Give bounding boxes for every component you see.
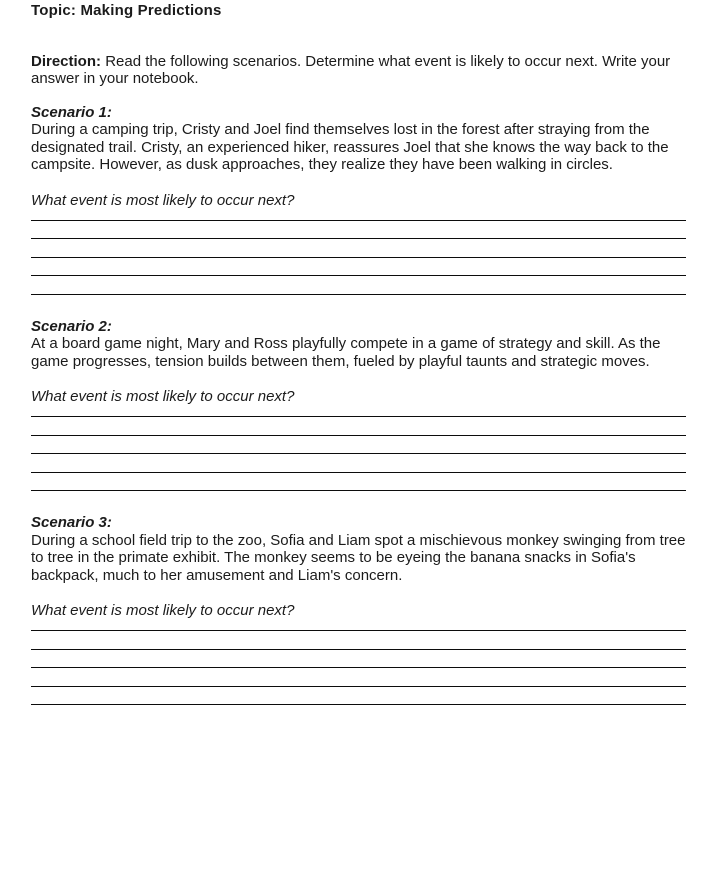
answer-line [31,258,686,277]
scenario-3-label: Scenario 3: [31,514,112,531]
answer-line [31,417,686,436]
page-title: Topic: Making Predictions [31,2,222,19]
answer-line [31,221,686,240]
answer-line [31,436,686,455]
scenario-2-label: Scenario 2: [31,317,112,335]
scenario-1 [31,104,686,295]
direction-paragraph [31,53,686,88]
scenario-2 [31,318,686,492]
answer-line [31,473,686,492]
scenario-2-answer-lines [31,406,686,492]
scenario-3-text: During a school field trip to the zoo, Sofia and Liam spot a mischievous monkey swinging from tree to tree in the primate exhibit. The monkey seems to be eyeing the banana snacks in Sofia's backpack, much to her amusement and Liam's concern. [31,531,686,584]
direction-text: Read the following scenarios. Determine what event is likely to occur next. Write your answer in your notebook. [31,52,671,87]
scenario-3 [31,514,686,705]
answer-line [31,620,686,632]
scenario-1-label: Scenario 1: [31,103,112,121]
answer-line [31,209,686,221]
answer-line [31,239,686,258]
answer-line [31,631,686,650]
scenario-1-text: During a camping trip, Cristy and Joel find themselves lost in the forest after straying from the designated trail. Cristy, an experienced hiker, reassures Joel that she knows the way back to the campsite. However, as dusk approaches, they realize they have been walking in circles. [31,121,669,173]
scenario-2-question: What event is most likely to occur next? [31,388,295,405]
answer-line [31,668,686,687]
answer-line [31,650,686,669]
scenario-1-answer-lines [31,209,686,295]
answer-line [31,687,686,706]
answer-line [31,276,686,295]
scenario-1-question: What event is most likely to occur next? [31,191,295,209]
scenario-2-text: At a board game night, Mary and Ross playfully compete in a game of strategy and skill. As the game progresses, tension builds between them, fueled by playful taunts and strategic moves. [31,335,661,370]
scenario-3-question: What event is most likely to occur next? [31,602,295,619]
answer-line [31,406,686,418]
scenario-3-answer-lines [31,620,686,706]
answer-line [31,454,686,473]
direction-label: Direction: [31,52,102,70]
